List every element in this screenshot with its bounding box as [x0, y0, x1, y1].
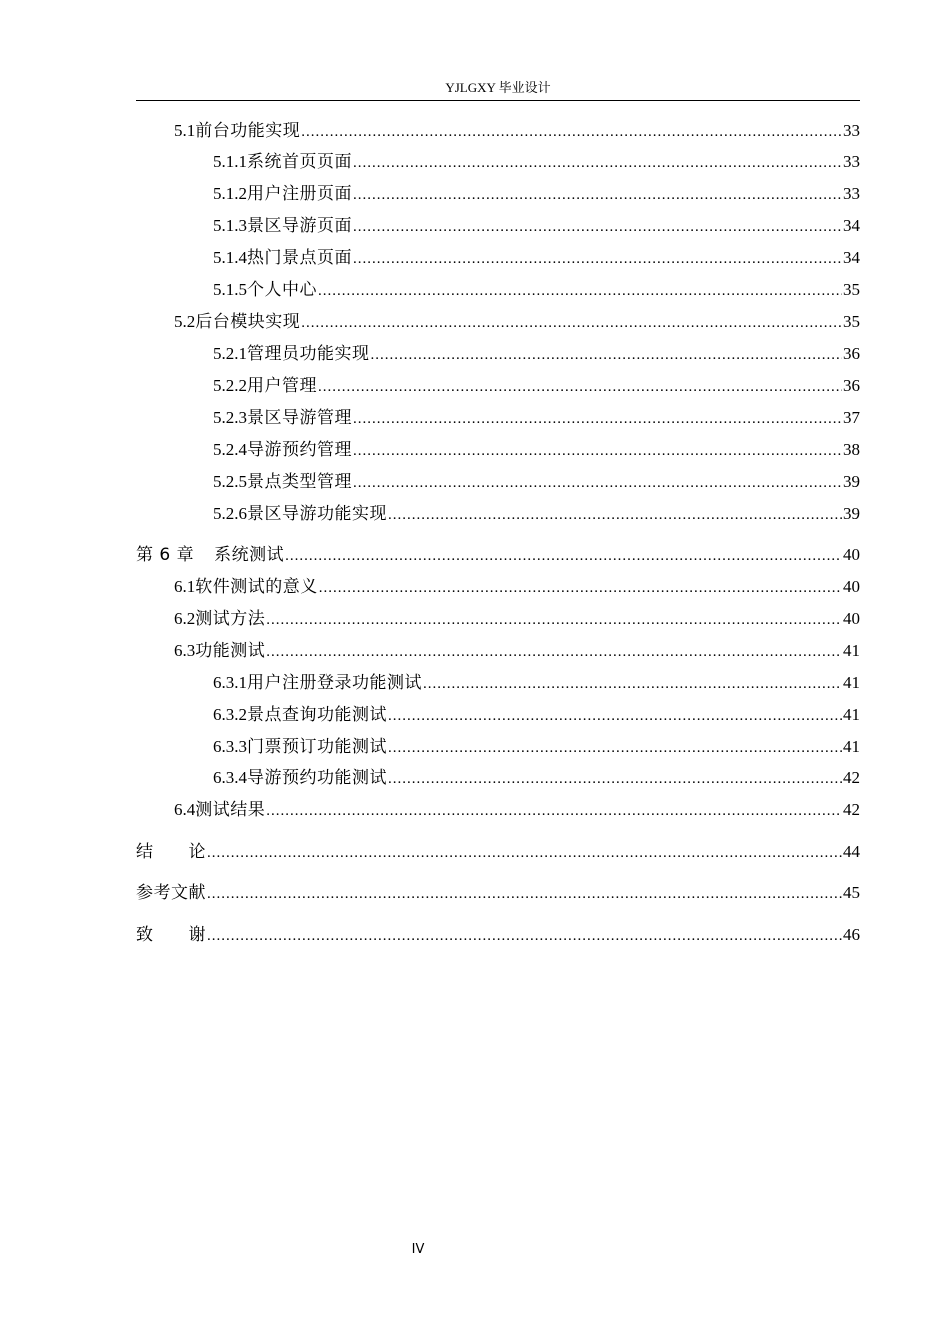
toc-entry[interactable]: [213, 733, 860, 761]
toc-number: 5.2.4: [213, 440, 247, 459]
toc-number: 6.4: [174, 800, 196, 819]
toc-page: 39: [843, 472, 860, 491]
toc-page: 40: [843, 577, 860, 596]
toc-page: 39: [843, 504, 860, 523]
toc-page: 41: [843, 673, 860, 692]
toc-number: 5.1.1: [213, 152, 247, 171]
toc-page: 34: [843, 216, 860, 235]
toc-page: 34: [843, 248, 860, 267]
toc-number: 5.2.1: [213, 344, 247, 363]
toc-number: 6.3.4: [213, 768, 247, 787]
toc-leader: [207, 839, 842, 867]
toc-leader: [318, 277, 842, 305]
toc-title: 导游预约功能测试: [247, 768, 387, 788]
toc-number: 5.2.5: [213, 472, 247, 491]
toc-leader: [371, 341, 843, 369]
toc-page: 35: [843, 280, 860, 299]
toc-page: 40: [843, 609, 860, 628]
toc-entry[interactable]: [213, 212, 860, 240]
toc-entry[interactable]: [213, 436, 860, 464]
toc-entry[interactable]: [213, 500, 860, 528]
toc-title: 景区导游管理: [247, 408, 352, 428]
toc-number: 5.1.3: [213, 216, 247, 235]
toc-entry[interactable]: [174, 117, 860, 145]
toc-title: 系统测试: [214, 545, 285, 565]
toc-page: 42: [843, 768, 860, 787]
toc-title: 用户管理: [247, 376, 317, 396]
toc-number: 5.1.2: [213, 184, 247, 203]
toc-leader: [266, 638, 842, 666]
toc-entry[interactable]: [213, 148, 860, 176]
toc-page: 40: [843, 545, 860, 564]
toc-title: 景点查询功能测试: [247, 705, 387, 725]
toc-leader: [353, 437, 842, 465]
toc-page: 33: [843, 152, 860, 171]
toc-leader: [207, 922, 842, 950]
toc-page: 45: [843, 883, 860, 902]
toc-page: 33: [843, 184, 860, 203]
toc-leader: [353, 469, 842, 497]
toc-page: 35: [843, 312, 860, 331]
toc-page: 41: [843, 705, 860, 724]
toc-number: 6.3.2: [213, 705, 247, 724]
toc-leader: [266, 797, 842, 825]
toc-entry[interactable]: [213, 669, 860, 697]
toc-chapter-entry[interactable]: [136, 921, 860, 949]
toc-title: 景区导游页面: [247, 216, 352, 236]
toc-number: 6.3: [174, 641, 196, 660]
toc-title: 结 论: [136, 842, 206, 862]
toc-leader: [353, 405, 842, 433]
toc-leader: [423, 670, 842, 698]
toc-title: 致 谢: [136, 925, 206, 945]
toc-leader: [388, 734, 842, 762]
toc-page: 36: [843, 344, 860, 363]
toc-entry[interactable]: [213, 404, 860, 432]
toc-title: 测试方法: [195, 609, 266, 629]
toc-number: 5.1.5: [213, 280, 247, 299]
toc-title: 景区导游功能实现: [247, 504, 387, 524]
toc-number: 5.2.2: [213, 376, 247, 395]
toc-page: 33: [843, 121, 860, 140]
page-number: IV: [411, 1242, 425, 1257]
toc-chapter-entry[interactable]: [136, 541, 860, 569]
toc-leader: [353, 245, 842, 273]
toc-title: 参考文献: [136, 883, 206, 903]
toc-page: 36: [843, 376, 860, 395]
toc-title: 功能测试: [195, 641, 266, 661]
toc-page: 37: [843, 408, 860, 427]
toc-title: 用户注册登录功能测试: [247, 673, 422, 693]
toc-leader: [318, 373, 842, 401]
page-header: YJLGXY 毕业设计: [445, 80, 551, 95]
toc-number: 6.2: [174, 609, 196, 628]
toc-number: 5.1: [174, 121, 196, 140]
toc-leader: [388, 501, 842, 529]
toc-leader: [266, 606, 842, 634]
toc-entry[interactable]: [174, 308, 860, 336]
toc-leader: [353, 149, 842, 177]
toc-title: 管理员功能实现: [247, 344, 370, 364]
toc-leader: [301, 309, 842, 337]
toc-entry[interactable]: [213, 764, 860, 792]
toc-title: 景点类型管理: [247, 472, 352, 492]
toc-page: 46: [843, 925, 860, 944]
toc-title: 后台模块实现: [195, 312, 301, 332]
toc-title: 前台功能实现: [195, 121, 301, 141]
toc-title: 用户注册页面: [247, 184, 352, 204]
toc-page: 41: [843, 641, 860, 660]
toc-entry[interactable]: [174, 605, 860, 633]
toc-title: 门票预订功能测试: [247, 737, 387, 757]
toc-title: 测试结果: [195, 800, 266, 820]
toc-entry[interactable]: [213, 244, 860, 272]
toc-entry[interactable]: [213, 372, 860, 400]
toc-title: 个人中心: [247, 280, 317, 300]
toc-number: 6.3.3: [213, 737, 247, 756]
toc-number: 5.2.3: [213, 408, 247, 427]
toc-leader: [353, 213, 842, 241]
toc-leader: [301, 118, 842, 146]
toc-leader: [319, 574, 842, 602]
toc-chapter-number: 第 6 章: [136, 545, 195, 565]
toc-entry[interactable]: [213, 468, 860, 496]
toc-number: 5.2: [174, 312, 196, 331]
toc-page: 42: [843, 800, 860, 819]
toc-leader: [207, 880, 842, 908]
toc-chapter-entry[interactable]: [136, 838, 860, 866]
toc-page: 41: [843, 737, 860, 756]
toc-number: 5.2.6: [213, 504, 247, 523]
toc-title: 热门景点页面: [247, 248, 352, 268]
toc-page: 44: [843, 842, 860, 861]
toc-number: 6.3.1: [213, 673, 247, 692]
toc-leader: [353, 181, 842, 209]
toc-entry[interactable]: [174, 573, 860, 601]
toc-title: 导游预约管理: [247, 440, 352, 460]
toc-chapter-entry[interactable]: [136, 879, 860, 907]
toc-leader: [388, 765, 842, 793]
toc-leader: [388, 702, 842, 730]
toc-title: 软件测试的意义: [195, 577, 318, 597]
toc-entry[interactable]: [213, 180, 860, 208]
toc-entry[interactable]: [174, 637, 860, 665]
toc-entry[interactable]: [174, 796, 860, 824]
toc-number: 5.1.4: [213, 248, 247, 267]
toc-entry[interactable]: [213, 276, 860, 304]
toc-title: 系统首页页面: [247, 152, 352, 172]
toc-page: 38: [843, 440, 860, 459]
toc-leader: [285, 542, 842, 570]
toc-entry[interactable]: [213, 701, 860, 729]
toc-entry[interactable]: [213, 340, 860, 368]
toc-number: 6.1: [174, 577, 196, 596]
